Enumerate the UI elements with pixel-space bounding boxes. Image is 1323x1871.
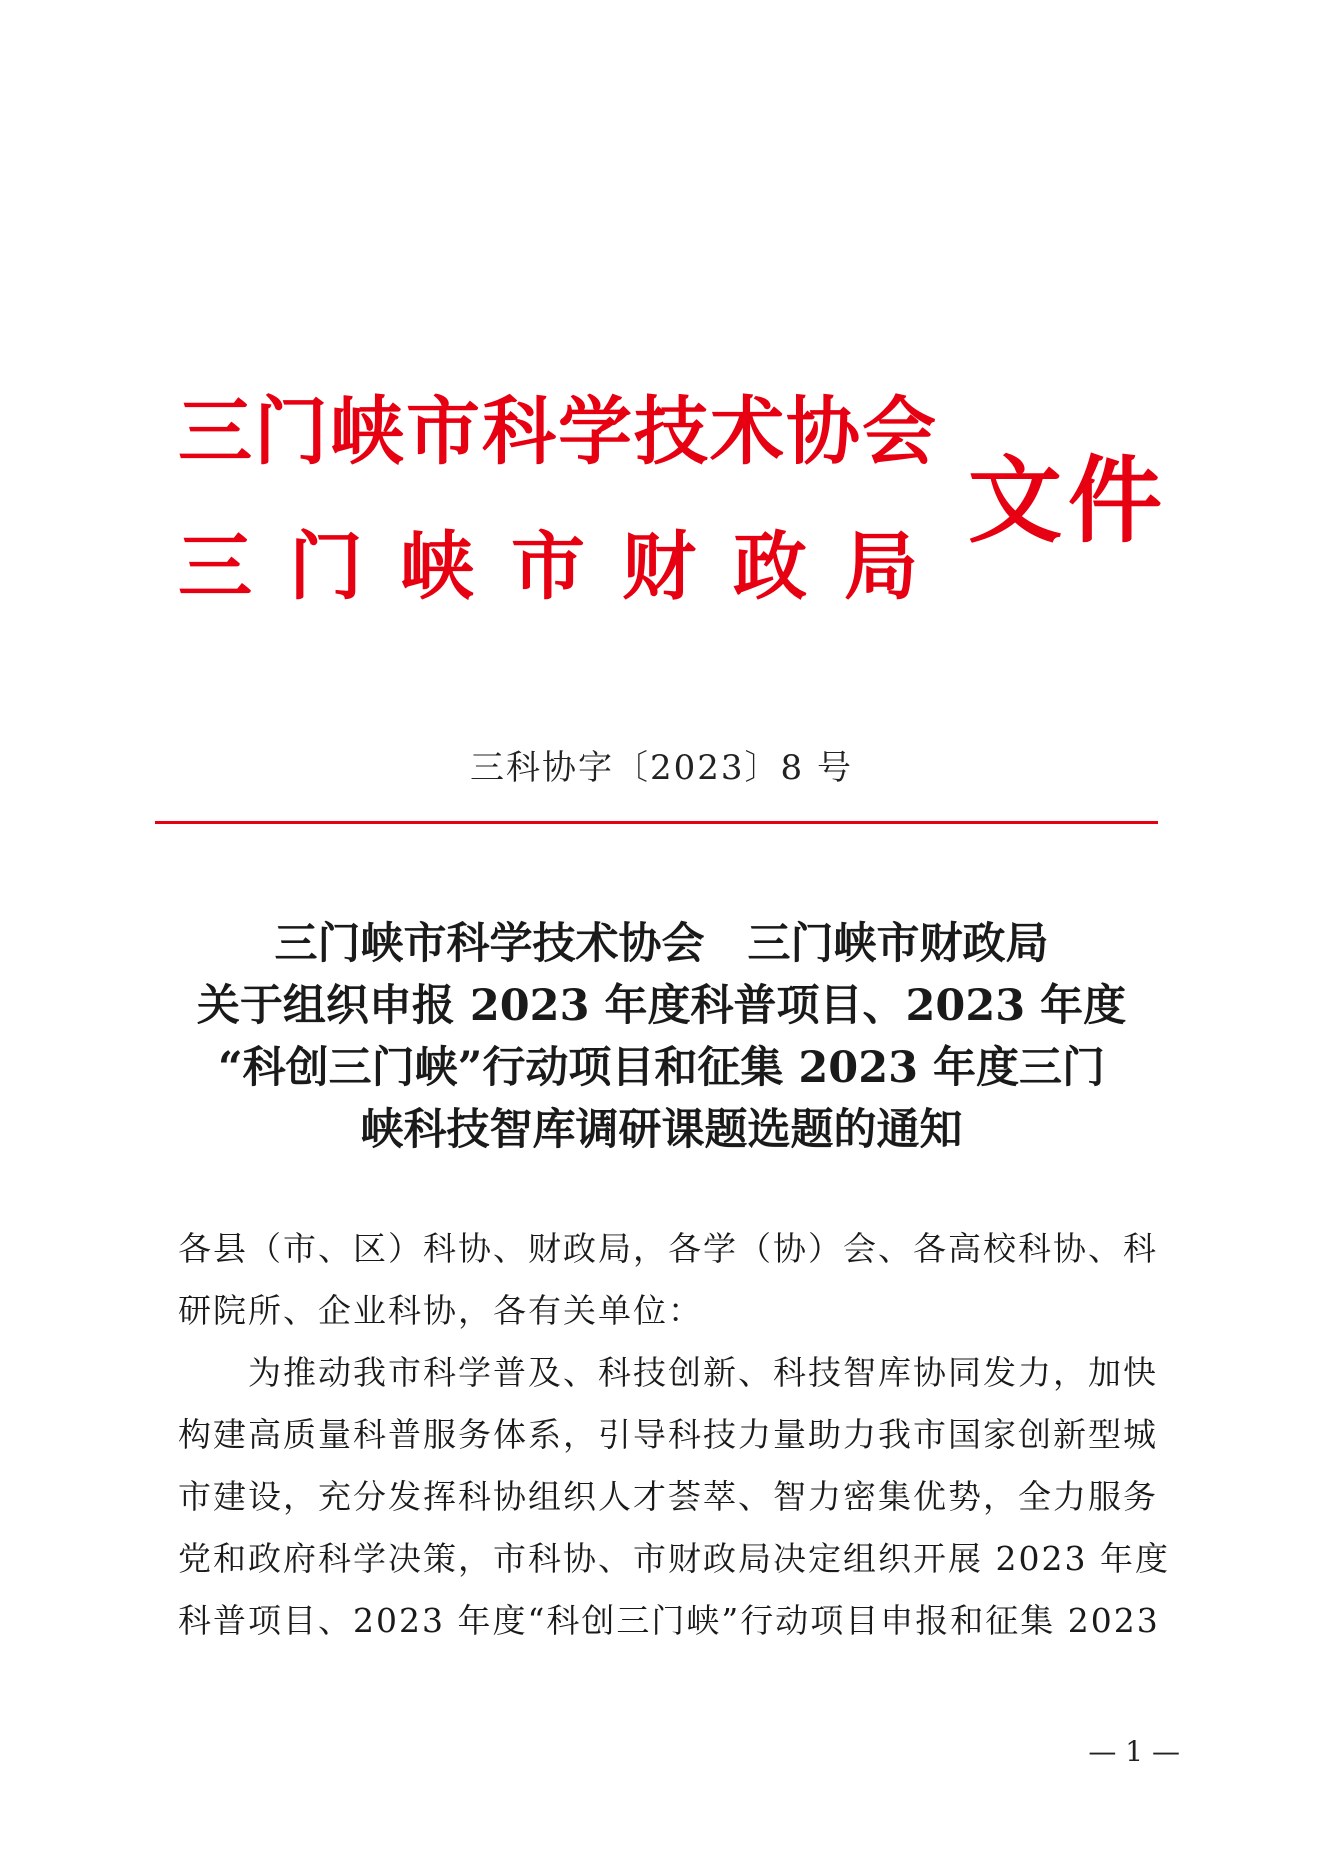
page-number: — 1 — <box>1088 1735 1180 1768</box>
issuer-char: 市 <box>511 524 585 610</box>
document-number: 三科协字〔2023〕8 号 <box>470 748 853 788</box>
issuer-line-cast: 三门峡市科学技术协会 <box>178 389 938 475</box>
title-line: 关于组织申报 2023 年度科普项目、2023 年度 <box>196 981 1127 1031</box>
title-line: 峡科技智库调研课题选题的通知 <box>360 1105 963 1155</box>
document-word: 文件 <box>968 447 1169 556</box>
red-masthead <box>178 390 1178 630</box>
paragraph-line: 构建高质量科普服务体系，引导科技力量助力我市国家创新型城 <box>178 1415 1158 1454</box>
paragraph-line: 党和政府科学决策，市科协、市财政局决定组织开展 2023 年度 <box>178 1539 1170 1578</box>
salutation-line: 研院所、企业科协，各有关单位： <box>178 1291 703 1330</box>
paragraph-line: 科普项目、2023 年度“科创三门峡”行动项目申报和征集 2023 <box>178 1601 1160 1640</box>
red-separator-line <box>155 821 1158 824</box>
issuer-char: 财 <box>622 524 696 610</box>
document-title <box>120 913 1203 1161</box>
issuer-char: 政 <box>733 524 807 610</box>
salutation-line: 各县（市、区）科协、财政局，各学（协）会、各高校科协、科 <box>178 1229 1158 1268</box>
paragraph-line: 为推动我市科学普及、科技创新、科技智库协同发力，加快 <box>248 1353 1158 1392</box>
issuer-line-finance-bureau <box>178 525 955 609</box>
issuer-char: 三 <box>178 524 252 610</box>
title-line: “科创三门峡”行动项目和征集 2023 年度三门 <box>217 1043 1106 1093</box>
paragraph-line: 市建设，充分发挥科协组织人才荟萃、智力密集优势，全力服务 <box>178 1477 1158 1516</box>
title-line: 三门峡市科学技术协会 三门峡市财政局 <box>274 919 1049 969</box>
issuer-char: 峡 <box>400 524 474 610</box>
document-body <box>178 1218 1168 1652</box>
issuer-char: 门 <box>289 524 363 610</box>
issuer-char: 局 <box>844 524 918 610</box>
